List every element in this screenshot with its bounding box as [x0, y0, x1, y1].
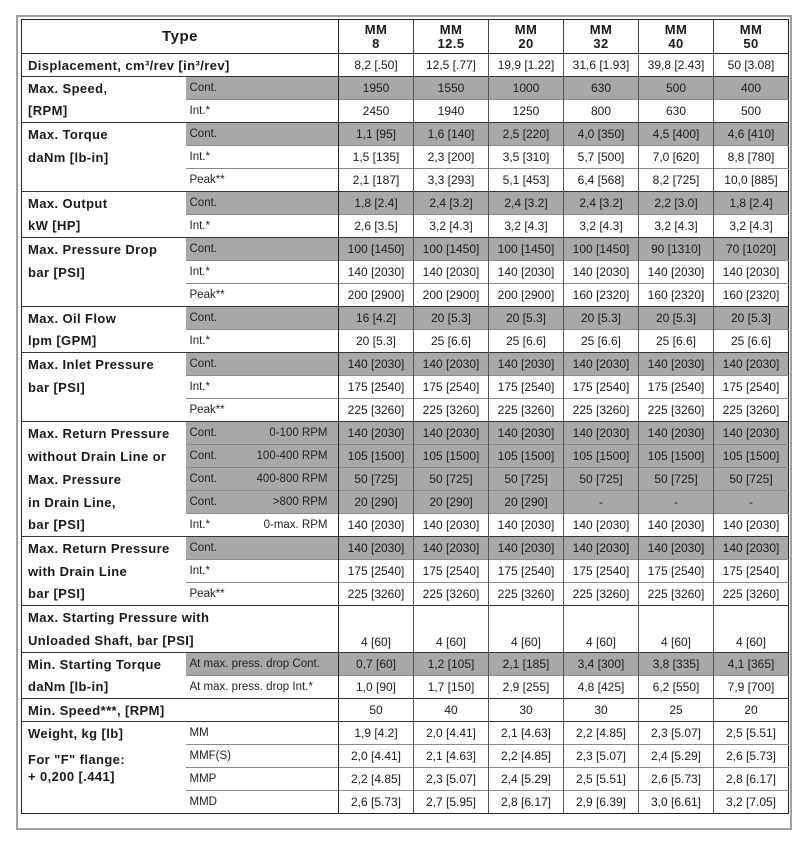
value-cell: 4,8 [425] — [564, 676, 639, 699]
value-cell: 225 [3260] — [339, 583, 414, 606]
value-cell: 140 [2030] — [639, 537, 714, 560]
value-cell: 3,3 [293] — [414, 169, 489, 192]
max-starting-pressure-label: Max. Starting Pressure with Unloaded Shaft, bar [PSI] — [22, 606, 339, 653]
value-cell: 70 [1020] — [714, 238, 789, 261]
value-cell: 20 [5.3] — [639, 307, 714, 330]
value-cell: 140 [2030] — [489, 353, 564, 376]
value-cell: 4 [60] — [489, 606, 564, 653]
value-cell: 4 [60] — [639, 606, 714, 653]
value-cell: 100 [1450] — [489, 238, 564, 261]
value-cell: 2,4 [5.29] — [639, 745, 714, 768]
max-oil-flow-label: Max. Oil Flow — [22, 307, 186, 330]
value-cell: 225 [3260] — [639, 399, 714, 422]
value-cell: 2,0 [4.41] — [414, 722, 489, 745]
value-cell: 140 [2030] — [639, 514, 714, 537]
max-return-no-drain-label: bar [PSI] — [28, 517, 86, 533]
weight-row — [22, 722, 789, 745]
weight-label: Weight, kg [lb] — [22, 722, 186, 745]
max-return-no-drain-label: in Drain Line, — [28, 494, 116, 510]
value-cell: 140 [2030] — [489, 537, 564, 560]
value-cell: 20 [5.3] — [489, 307, 564, 330]
weight-label — [22, 791, 186, 814]
sub-label: MMD — [186, 791, 339, 814]
max-inlet-pressure-label — [22, 399, 186, 422]
model-header: MM 40 — [639, 20, 714, 54]
value-cell: 1,9 [4.2] — [339, 722, 414, 745]
value-cell: 2,6 [5.73] — [714, 745, 789, 768]
value-cell: 140 [2030] — [339, 422, 414, 445]
value-cell: 40 — [414, 699, 489, 722]
value-cell: 175 [2540] — [339, 376, 414, 399]
max-torque-row — [22, 169, 789, 192]
value-cell: 4,0 [350] — [564, 123, 639, 146]
value-cell: 25 [6.6] — [564, 330, 639, 353]
value-cell: 2450 — [339, 100, 414, 123]
value-cell: 39,8 [2.43] — [639, 54, 714, 77]
value-cell: 140 [2030] — [639, 353, 714, 376]
weight-row — [22, 745, 789, 768]
sub-label: Cont. — [186, 77, 339, 100]
value-cell: 1950 — [339, 77, 414, 100]
value-cell: 3,2 [4.3] — [564, 215, 639, 238]
value-cell: 2,3 [5.07] — [414, 768, 489, 791]
value-cell: 1,2 [105] — [414, 653, 489, 676]
type-header: Type — [22, 20, 339, 54]
model-header: MM 12.5 — [414, 20, 489, 54]
value-cell: 2,4 [3.2] — [489, 192, 564, 215]
value-cell: 630 — [639, 100, 714, 123]
value-cell: 1550 — [414, 77, 489, 100]
value-cell: 140 [2030] — [564, 353, 639, 376]
max-inlet-pressure-row — [22, 376, 789, 399]
value-cell: 31,6 [1.93] — [564, 54, 639, 77]
sub-label: Int.* — [186, 100, 339, 123]
value-cell: 2,4 [3.2] — [564, 192, 639, 215]
max-speed-row — [22, 100, 789, 123]
value-cell: 1,8 [2.4] — [339, 192, 414, 215]
value-cell: 20 [290] — [489, 491, 564, 514]
value-cell: 3,2 [4.3] — [639, 215, 714, 238]
value-cell: 2,5 [5.51] — [564, 768, 639, 791]
value-cell: 140 [2030] — [489, 261, 564, 284]
model-header: MM 8 — [339, 20, 414, 54]
value-cell: 225 [3260] — [564, 583, 639, 606]
value-cell: 2,5 [220] — [489, 123, 564, 146]
value-cell: 160 [2320] — [714, 284, 789, 307]
sub-label: Int.* — [186, 146, 339, 169]
value-cell: 3,2 [4.3] — [414, 215, 489, 238]
value-cell: 1,1 [95] — [339, 123, 414, 146]
value-cell: 225 [3260] — [714, 583, 789, 606]
value-cell: 225 [3260] — [489, 399, 564, 422]
value-cell: 20 [5.3] — [564, 307, 639, 330]
value-cell: 140 [2030] — [639, 261, 714, 284]
value-cell: 140 [2030] — [714, 537, 789, 560]
value-cell: 100 [1450] — [414, 238, 489, 261]
sub-label: Cont. 400-800 RPM — [186, 468, 339, 491]
model-header: MM 32 — [564, 20, 639, 54]
value-cell: 2,5 [5.51] — [714, 722, 789, 745]
value-cell: 175 [2540] — [639, 560, 714, 583]
value-cell: 140 [2030] — [414, 537, 489, 560]
max-return-with-drain-label: Max. Return Pressure — [22, 537, 186, 560]
value-cell: 2,8 [6.17] — [714, 768, 789, 791]
value-cell: 1,6 [140] — [414, 123, 489, 146]
sub-label: Cont. — [186, 353, 339, 376]
max-output-row — [22, 192, 789, 215]
value-cell: 30 — [489, 699, 564, 722]
value-cell: 3,8 [335] — [639, 653, 714, 676]
weight-row — [22, 791, 789, 814]
value-cell: 225 [3260] — [414, 583, 489, 606]
sub-label: Cont. — [186, 238, 339, 261]
max-return-no-drain-label: Max. Pressure — [28, 471, 122, 487]
max-return-with-drain-label: with Drain Line — [28, 563, 128, 579]
value-cell: 3,2 [4.3] — [489, 215, 564, 238]
value-cell: - — [714, 491, 789, 514]
max-return-no-drain-label: without Drain Line or — [28, 448, 167, 464]
value-cell: 225 [3260] — [714, 399, 789, 422]
sub-label: MMP — [186, 768, 339, 791]
value-cell: 2,1 [187] — [339, 169, 414, 192]
value-cell: 2,0 [4.41] — [339, 745, 414, 768]
value-cell: 90 [1310] — [639, 238, 714, 261]
max-inlet-pressure-row — [22, 399, 789, 422]
sub-label: Int.* — [186, 330, 339, 353]
value-cell: 2,9 [255] — [489, 676, 564, 699]
max-inlet-pressure-label: Max. Inlet Pressure — [22, 353, 186, 376]
value-cell: 50 — [339, 699, 414, 722]
value-cell: 20 — [714, 699, 789, 722]
value-cell: 2,2 [3.0] — [639, 192, 714, 215]
value-cell: 175 [2540] — [414, 376, 489, 399]
value-cell: 0,7 [60] — [339, 653, 414, 676]
sub-label: Cont. — [186, 192, 339, 215]
value-cell: 20 [5.3] — [339, 330, 414, 353]
max-torque-row — [22, 123, 789, 146]
value-cell: 50 [3.08] — [714, 54, 789, 77]
max-pressure-drop-row — [22, 238, 789, 261]
value-cell: 175 [2540] — [564, 376, 639, 399]
value-cell: 140 [2030] — [489, 514, 564, 537]
value-cell: 6,4 [568] — [564, 169, 639, 192]
value-cell: 4,6 [410] — [714, 123, 789, 146]
value-cell: 8,2 [725] — [639, 169, 714, 192]
sub-label: At max. press. drop Cont. — [186, 653, 339, 676]
max-speed-label: [RPM] — [28, 103, 68, 119]
max-torque-row — [22, 146, 789, 169]
max-return-with-drain-label: bar [PSI] — [28, 586, 86, 602]
max-starting-pressure-row — [22, 606, 789, 653]
value-cell: 105 [1500] — [414, 445, 489, 468]
model-header: MM 50 — [714, 20, 789, 54]
max-return-with-drain-row — [22, 583, 789, 606]
value-cell: 175 [2540] — [564, 560, 639, 583]
value-cell: 140 [2030] — [564, 514, 639, 537]
sub-label: MMF(S) — [186, 745, 339, 768]
value-cell: 2,1 [4.63] — [414, 745, 489, 768]
max-speed-label: Max. Speed, — [22, 77, 186, 100]
max-oil-flow-row — [22, 307, 789, 330]
value-cell: 225 [3260] — [339, 399, 414, 422]
value-cell: 2,6 [5.73] — [639, 768, 714, 791]
value-cell: 2,6 [3.5] — [339, 215, 414, 238]
value-cell: 50 [725] — [564, 468, 639, 491]
value-cell: 1,0 [90] — [339, 676, 414, 699]
max-return-no-drain-row — [22, 491, 789, 514]
min-starting-torque-row — [22, 653, 789, 676]
value-cell: 25 [6.6] — [639, 330, 714, 353]
sub-label: Cont. >800 RPM — [186, 491, 339, 514]
value-cell: 50 [725] — [639, 468, 714, 491]
value-cell: 1,5 [135] — [339, 146, 414, 169]
value-cell: 4 [60] — [564, 606, 639, 653]
max-output-row — [22, 215, 789, 238]
value-cell: 25 [6.6] — [489, 330, 564, 353]
sub-label: Int.* — [186, 215, 339, 238]
value-cell: 175 [2540] — [339, 560, 414, 583]
value-cell: 140 [2030] — [564, 537, 639, 560]
motor-spec-table — [21, 19, 789, 814]
value-cell: 4,5 [400] — [639, 123, 714, 146]
min-starting-torque-label: Min. Starting Torque — [22, 653, 186, 676]
max-return-no-drain-label: Max. Return Pressure — [22, 422, 186, 445]
min-speed-label: Min. Speed***, [RPM] — [22, 699, 339, 722]
value-cell: 7,0 [620] — [639, 146, 714, 169]
value-cell: 2,1 [185] — [489, 653, 564, 676]
value-cell: 3,2 [4.3] — [714, 215, 789, 238]
max-pressure-drop-label — [22, 284, 186, 307]
value-cell: 3,5 [310] — [489, 146, 564, 169]
value-cell: 225 [3260] — [414, 399, 489, 422]
max-output-label: kW [HP] — [28, 218, 81, 234]
sub-label: Peak** — [186, 169, 339, 192]
value-cell: 175 [2540] — [414, 560, 489, 583]
min-speed-row — [22, 699, 789, 722]
value-cell: 12,5 [.77] — [414, 54, 489, 77]
value-cell: 2,9 [6.39] — [564, 791, 639, 814]
value-cell: 2,2 [4.85] — [564, 722, 639, 745]
value-cell: 105 [1500] — [714, 445, 789, 468]
sub-label: Cont. 100-400 RPM — [186, 445, 339, 468]
value-cell: 175 [2540] — [489, 376, 564, 399]
value-cell: 20 [290] — [414, 491, 489, 514]
value-cell: 140 [2030] — [714, 353, 789, 376]
sub-label: Int.* — [186, 261, 339, 284]
value-cell: 175 [2540] — [639, 376, 714, 399]
value-cell: 140 [2030] — [564, 422, 639, 445]
value-cell: 140 [2030] — [714, 261, 789, 284]
value-cell: 8,8 [780] — [714, 146, 789, 169]
max-pressure-drop-row — [22, 284, 789, 307]
value-cell: 30 — [564, 699, 639, 722]
value-cell: 140 [2030] — [339, 261, 414, 284]
value-cell: 25 [6.6] — [714, 330, 789, 353]
value-cell: 1940 — [414, 100, 489, 123]
value-cell: 50 [725] — [489, 468, 564, 491]
max-return-no-drain-row — [22, 422, 789, 445]
value-cell: - — [639, 491, 714, 514]
min-starting-torque-label: daNm [lb-in] — [28, 679, 109, 695]
value-cell: 140 [2030] — [414, 261, 489, 284]
value-cell: 2,3 [5.07] — [564, 745, 639, 768]
max-oil-flow-row — [22, 330, 789, 353]
max-output-label: Max. Output — [22, 192, 186, 215]
table-body — [22, 54, 789, 814]
value-cell: 5,1 [453] — [489, 169, 564, 192]
value-cell: 6,2 [550] — [639, 676, 714, 699]
value-cell: 140 [2030] — [414, 422, 489, 445]
value-cell: 140 [2030] — [489, 422, 564, 445]
value-cell: 3,4 [300] — [564, 653, 639, 676]
value-cell: 140 [2030] — [714, 514, 789, 537]
value-cell: 1,7 [150] — [414, 676, 489, 699]
max-pressure-drop-label: bar [PSI] — [28, 264, 86, 280]
value-cell: 2,6 [5.73] — [339, 791, 414, 814]
value-cell: 2,7 [5.95] — [414, 791, 489, 814]
value-cell: 19,9 [1.22] — [489, 54, 564, 77]
value-cell: 100 [1450] — [564, 238, 639, 261]
header-row — [22, 20, 789, 54]
sub-label: Peak** — [186, 583, 339, 606]
max-pressure-drop-row — [22, 261, 789, 284]
value-cell: 20 [5.3] — [714, 307, 789, 330]
value-cell: 2,2 [4.85] — [339, 768, 414, 791]
value-cell: 20 [290] — [339, 491, 414, 514]
value-cell: 400 — [714, 77, 789, 100]
value-cell: 630 — [564, 77, 639, 100]
value-cell: 200 [2900] — [489, 284, 564, 307]
sub-label: At max. press. drop Int.* — [186, 676, 339, 699]
displacement-label: Displacement, cm³/rev [in³/rev] — [22, 54, 339, 77]
sub-label: Cont. — [186, 307, 339, 330]
max-torque-label: daNm [lb-in] — [28, 149, 109, 165]
sub-label: Cont. — [186, 123, 339, 146]
value-cell: 800 — [564, 100, 639, 123]
value-cell: 225 [3260] — [564, 399, 639, 422]
value-cell: - — [564, 491, 639, 514]
value-cell: 50 [725] — [414, 468, 489, 491]
value-cell: 2,4 [5.29] — [489, 768, 564, 791]
min-starting-torque-row — [22, 676, 789, 699]
max-torque-label — [22, 169, 186, 192]
value-cell: 8,2 [.50] — [339, 54, 414, 77]
value-cell: 3,2 [7.05] — [714, 791, 789, 814]
sub-label: Int.* 0-max. RPM — [186, 514, 339, 537]
value-cell: 1250 — [489, 100, 564, 123]
sub-label: MM — [186, 722, 339, 745]
value-cell: 225 [3260] — [639, 583, 714, 606]
max-return-no-drain-row — [22, 514, 789, 537]
value-cell: 2,3 [5.07] — [639, 722, 714, 745]
value-cell: 16 [4.2] — [339, 307, 414, 330]
value-cell: 140 [2030] — [339, 353, 414, 376]
value-cell: 140 [2030] — [339, 514, 414, 537]
sub-label: Peak** — [186, 284, 339, 307]
value-cell: 10,0 [885] — [714, 169, 789, 192]
value-cell: 225 [3260] — [489, 583, 564, 606]
value-cell: 160 [2320] — [564, 284, 639, 307]
value-cell: 1,8 [2.4] — [714, 192, 789, 215]
value-cell: 140 [2030] — [414, 353, 489, 376]
value-cell: 140 [2030] — [339, 537, 414, 560]
value-cell: 4 [60] — [414, 606, 489, 653]
value-cell: 4 [60] — [714, 606, 789, 653]
value-cell: 50 [725] — [339, 468, 414, 491]
sub-label: Int.* — [186, 560, 339, 583]
sub-label: Cont. — [186, 537, 339, 560]
value-cell: 200 [2900] — [339, 284, 414, 307]
value-cell: 2,4 [3.2] — [414, 192, 489, 215]
value-cell: 25 [6.6] — [414, 330, 489, 353]
value-cell: 1000 — [489, 77, 564, 100]
value-cell: 105 [1500] — [564, 445, 639, 468]
value-cell: 4 [60] — [339, 606, 414, 653]
model-header: MM 20 — [489, 20, 564, 54]
value-cell: 500 — [639, 77, 714, 100]
max-return-no-drain-row — [22, 445, 789, 468]
value-cell: 160 [2320] — [639, 284, 714, 307]
max-return-with-drain-row — [22, 560, 789, 583]
value-cell: 2,1 [4.63] — [489, 722, 564, 745]
value-cell: 175 [2540] — [714, 376, 789, 399]
max-pressure-drop-label: Max. Pressure Drop — [22, 238, 186, 261]
value-cell: 140 [2030] — [639, 422, 714, 445]
value-cell: 20 [5.3] — [414, 307, 489, 330]
value-cell: 105 [1500] — [639, 445, 714, 468]
max-inlet-pressure-label: bar [PSI] — [28, 379, 86, 395]
value-cell: 105 [1500] — [489, 445, 564, 468]
sub-label: Cont. 0-100 RPM — [186, 422, 339, 445]
value-cell: 100 [1450] — [339, 238, 414, 261]
max-return-no-drain-row — [22, 468, 789, 491]
flange-note: For "F" flange: + 0,200 [.441] — [28, 751, 126, 784]
value-cell: 105 [1500] — [339, 445, 414, 468]
value-cell: 140 [2030] — [714, 422, 789, 445]
displacement-row — [22, 54, 789, 77]
max-torque-label: Max. Torque — [22, 123, 186, 146]
max-oil-flow-label: lpm [GPM] — [28, 333, 97, 349]
value-cell: 7,9 [700] — [714, 676, 789, 699]
value-cell: 175 [2540] — [714, 560, 789, 583]
value-cell: 175 [2540] — [489, 560, 564, 583]
value-cell: 200 [2900] — [414, 284, 489, 307]
max-return-with-drain-row — [22, 537, 789, 560]
value-cell: 140 [2030] — [414, 514, 489, 537]
max-speed-row — [22, 77, 789, 100]
sub-label: Int.* — [186, 376, 339, 399]
value-cell: 500 — [714, 100, 789, 123]
value-cell: 50 [725] — [714, 468, 789, 491]
value-cell: 3,0 [6.61] — [639, 791, 714, 814]
value-cell: 140 [2030] — [564, 261, 639, 284]
value-cell: 2,3 [200] — [414, 146, 489, 169]
sub-label: Peak** — [186, 399, 339, 422]
value-cell: 5,7 [500] — [564, 146, 639, 169]
max-inlet-pressure-row — [22, 353, 789, 376]
value-cell: 2,8 [6.17] — [489, 791, 564, 814]
value-cell: 2,2 [4.85] — [489, 745, 564, 768]
value-cell: 4,1 [365] — [714, 653, 789, 676]
value-cell: 25 — [639, 699, 714, 722]
